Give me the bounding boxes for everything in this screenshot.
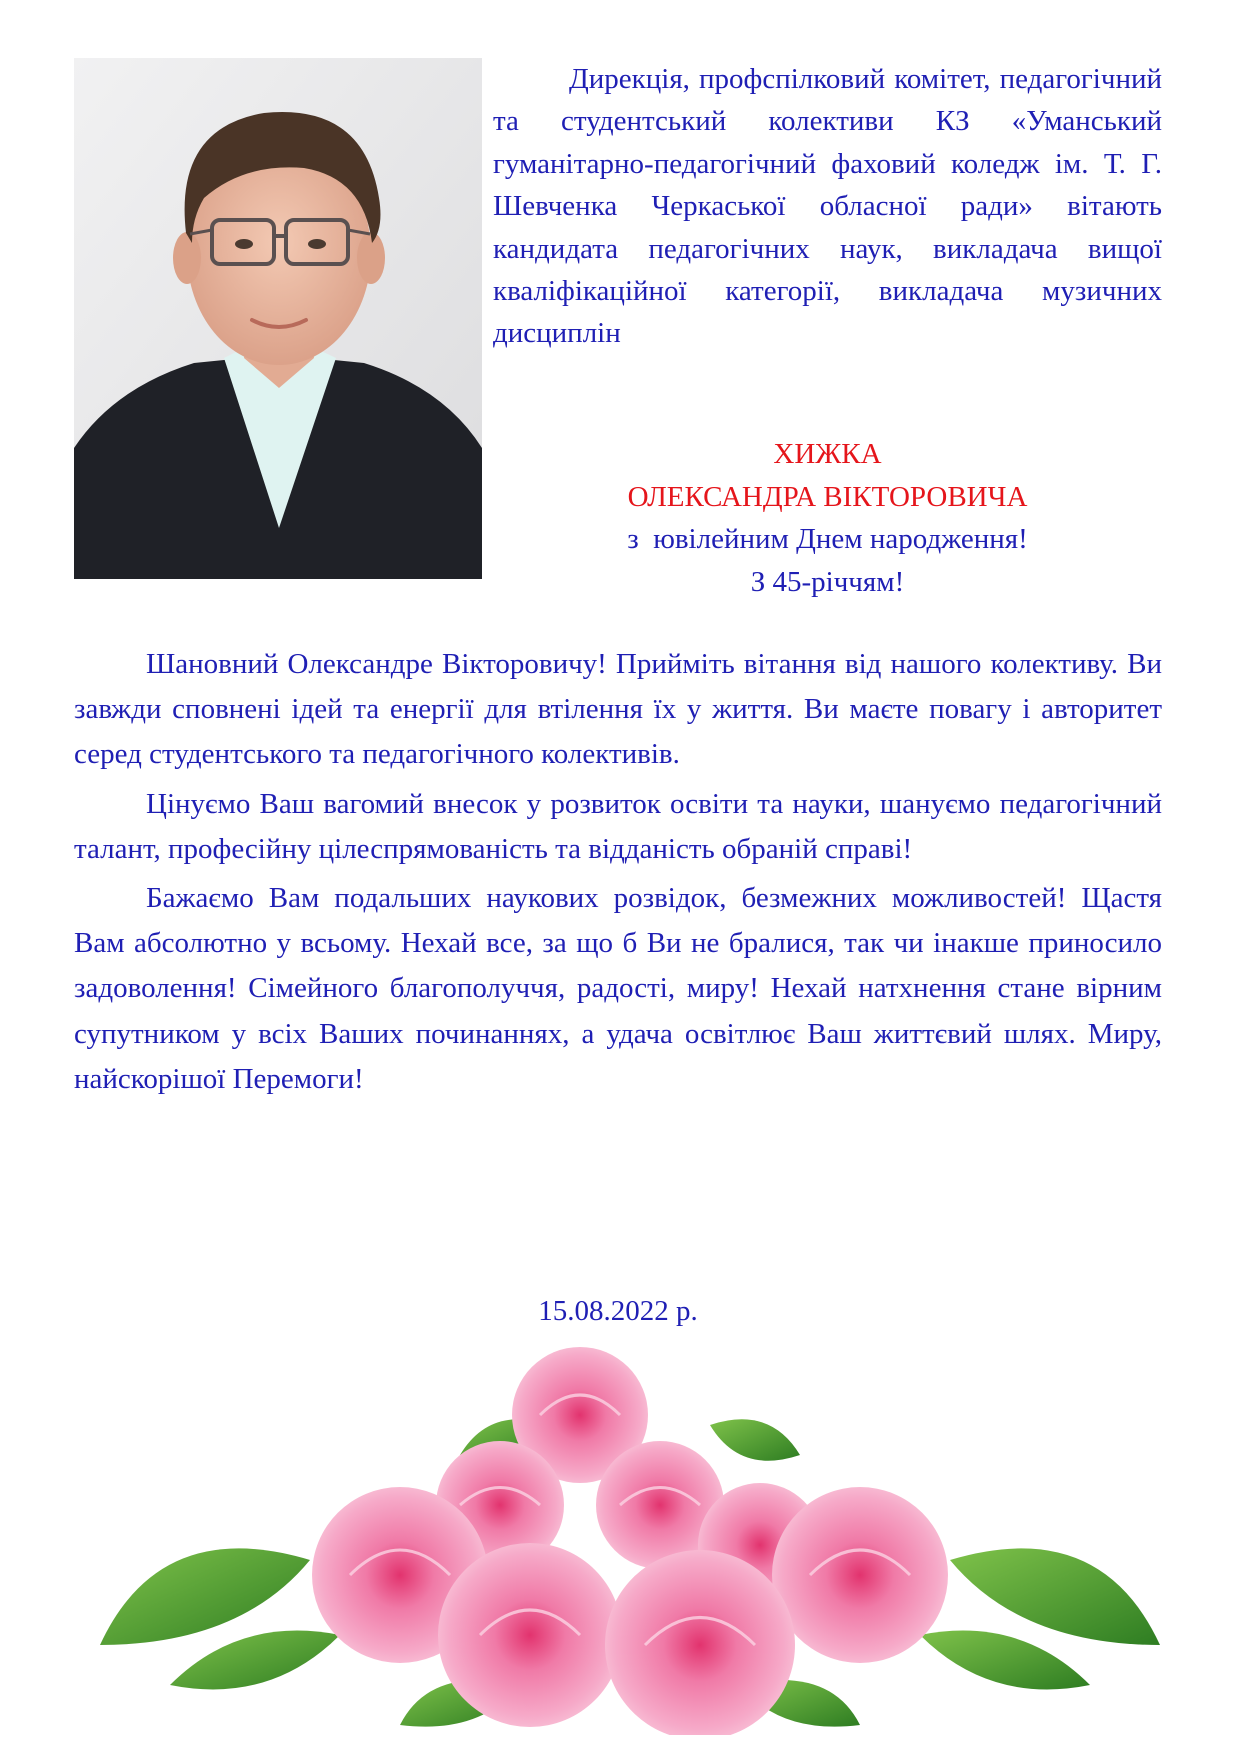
portrait-photo [74,58,482,579]
honoree-name: ОЛЕКСАНДРА ВІКТОРОВИЧА [627,480,1028,513]
greeting-body [74,642,1162,1106]
roses-decoration [100,1345,1160,1735]
paragraph-2: Цінуємо Ваш вагомий внесок у розвиток освіти та науки, шануємо педагогічний талант, професійну цілеспрямованість та відданість обраній справі! [74,787,1162,865]
date-line: 15.08.2022 р. [538,1295,698,1327]
intro-text: Дирекція, профспілковий комітет, педагогічний та студентський колективи КЗ «Уманський гуманітарно-педагогічний фаховий коледж ім. Т. Г. Шевченка Черкаської обласної ради» вітають кандидата педагогічних наук, викладача вищої кваліфікаційної категорії, викладача музичних дисциплін [493,63,1162,350]
honoree-block [493,433,1162,603]
paragraph-1: Шановний Олександре Вікторовичу! Прийміть вітання від нашого колективу. Ви завжди сповнені ідей та енергії для втілення їх у життя. Ви маєте повагу і авторитет серед студентського та педагогічного колективів. [74,648,1162,771]
occasion-line-2: З 45-річчям! [750,565,905,598]
occasion-line-1: з ювілейним Днем народження! [627,523,1028,556]
paragraph-3: Бажаємо Вам подальших наукових розвідок, безмежних можливостей! Щастя Вам абсолютно у всьому. Нехай все, за що б Ви не бралися, так чи інакше приносило задоволення! Сімейного благополуччя, радості, миру! Нехай натхнення стане вірним супутником у всіх Ваших починаннях, а удача освітлює Ваш життєвий шлях. Миру, найскорішої Перемоги! [74,882,1162,1095]
intro-block [493,58,1162,355]
honoree-surname: ХИЖКА [773,438,882,470]
